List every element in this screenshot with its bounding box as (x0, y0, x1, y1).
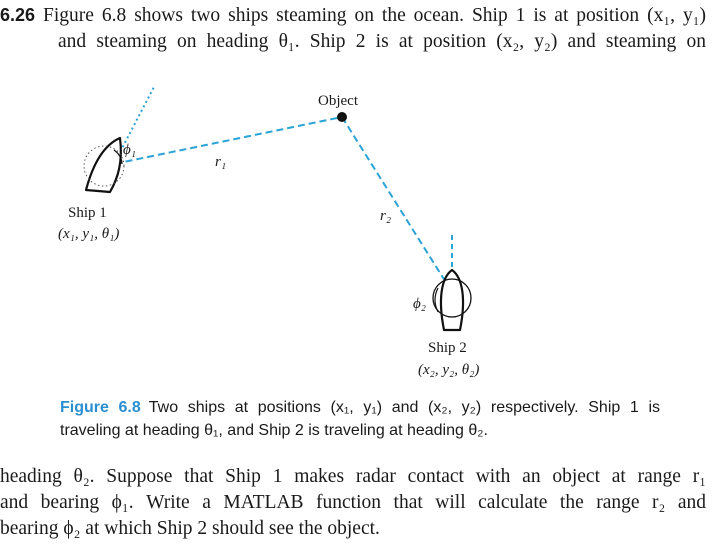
intro-line-1-text: Figure 6.8 shows two ships steaming on the ocean. Ship 1 is at position (x₁, y₁) (43, 5, 706, 26)
caption-line-2: traveling at heading θ₁, and Ship 2 is traveling at heading θ₂. (60, 422, 488, 439)
outro-line-3: bearing ϕ₂ at which Ship 2 should see the object. (0, 518, 380, 539)
ship1-name: Ship 1 (68, 205, 107, 221)
r2-range-line (342, 117, 452, 292)
problem-number: 6.26 (0, 5, 36, 25)
ship2-name: Ship 2 (428, 340, 467, 356)
r1-label: r₁ (215, 154, 227, 170)
object-dot (337, 112, 347, 122)
phi1-label: ϕ₁ (123, 142, 136, 158)
r2-label: r₂ (380, 208, 392, 224)
phi2-label: ϕ₂ (413, 296, 426, 312)
caption-figure-number: Figure 6.8 (60, 399, 141, 416)
ships-diagram (0, 80, 716, 390)
ship1-coordinates: (x₁, y₁, θ₁) (58, 226, 120, 242)
caption-line-1 (60, 396, 660, 419)
caption-line-1-text: Two ships at positions (x₁, y₁) and (x₂, y₂) respectively. Ship 1 is (148, 399, 661, 416)
object-label: Object (318, 93, 358, 109)
intro-line-2: and steaming on heading θ₁. Ship 2 is at position (x₂, y₂) and steaming on (58, 31, 706, 52)
ship2-coordinates: (x₂, y₂, θ₂) (418, 362, 480, 378)
intro-line-1 (0, 2, 706, 29)
figure-6-8 (0, 80, 716, 390)
problem-statement-continued (0, 464, 706, 542)
problem-statement-intro (0, 2, 706, 55)
outro-line-2: and bearing ϕ₁. Write a MATLAB function that will calculate the range r₂ and (0, 492, 706, 513)
outro-line-1: heading θ₂. Suppose that Ship 1 makes radar contact with an object at range r₁ (0, 466, 706, 487)
figure-caption (60, 396, 660, 442)
